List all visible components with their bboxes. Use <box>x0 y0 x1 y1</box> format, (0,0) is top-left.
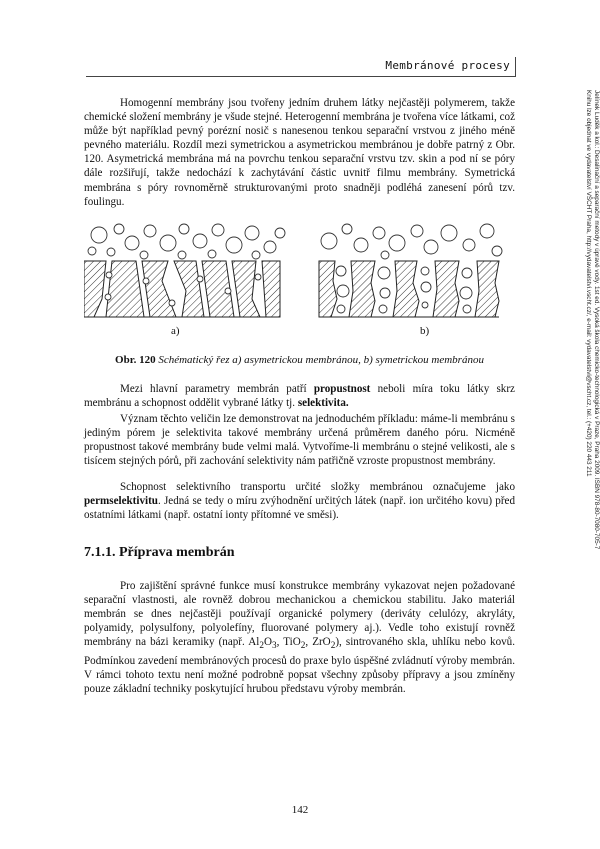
text-run: O <box>263 636 272 649</box>
text-run: neboli míra toku látky skrz membránu a schopnost oddělit vybrané látky tj. <box>84 383 515 410</box>
asymmetric-membrane <box>84 261 280 317</box>
header-rule <box>86 76 516 77</box>
figure-label-a: a) <box>171 325 180 337</box>
term-permselectivity: permselektivitu <box>84 495 158 508</box>
subscript: 2 <box>259 641 264 652</box>
subscript: 2 <box>300 641 306 652</box>
caption-text: Schématický řez a) asymetrickou membránou, b) symetrickou membránou <box>158 354 484 366</box>
header-rule-tick <box>515 57 516 77</box>
term-permeability: propustnost <box>313 383 371 395</box>
text-run: ), sintrovaného skla, uhlíku nebo kovů. Podmínkou zavedení membránových procesů do praxe bylo úspěšné zvládnutí výroby membrán. V rámci tohoto textu není možné podrobně popsat všechny způsoby přípravy a jsou zmíněny pouze základní techniky poskytující hrubou představu výroby membrán. <box>84 636 516 695</box>
side-note-line-1: Jelínek Luděk a kol.: Desalinační a separační metody v úpravě vody. 1st ed. Vysoká škola chemicko-technologická v Praze, Praha 2009. ISBN 978-80-7080-705-7 <box>593 90 600 550</box>
term-selectivity: selektivita. <box>297 397 349 410</box>
figure-membrane-cross-section <box>84 221 515 346</box>
paragraph-preparation <box>84 579 515 696</box>
page-number: 142 <box>291 804 309 816</box>
figure-label-b: b) <box>420 325 430 337</box>
subscript: 2 <box>330 641 336 652</box>
text-run: . Jedná se tedy o míru zvýhodnění určitých látek (např. ion určitého kovu) před ostatními látkami (např. ostatní ionty přítomné ve směsi). <box>84 495 515 522</box>
paragraph-permselectivity <box>84 480 515 522</box>
figure-caption <box>84 354 515 366</box>
section-heading: 7.1.1. Příprava membrán <box>84 545 235 560</box>
running-header <box>86 57 516 77</box>
side-note-line-2: Knihu lze objednat ve vydavatelství VŠCHT Praha, http://vydavatelstvi.vscht.cz/, e-mail: vydavatelstvi@vscht.cz, tel.: (+420) 220 443 211 <box>585 90 592 477</box>
membrane-diagram <box>84 221 515 346</box>
side-citation-note <box>584 90 600 690</box>
paragraph-example: Význam těchto veličin lze demonstrovat na jednoduchém příkladu: máme-li membránu s jediným pórem je selektivita takové membrány určená průměrem daného póru. Nicméně propustnost takové membrány bude velmi malá. Vytvoříme-li membránu o stejné velikosti, ale s tisícem stejných pórů, při zachování selektivity nám patřičně vzroste propustnost membrány. <box>84 413 515 468</box>
paragraph-parameters <box>84 382 515 410</box>
subscript: 3 <box>271 641 277 652</box>
paragraph-membrane-types: Homogenní membrány jsou tvořeny jedním druhem látky nejčastěji polymerem, takže chemické složení membrány je všude stejné. Heterogenní membrána je tvořena více látkami, což může být například pevný porézní nosič s nanesenou tenkou separační vrstvou z jiného méně pevného materiálu. Rozdíl mezi symetrickou a asymetrickou membránou je dobře patrný z Obr. 120. Asymetrická membrána má na povrchu tenkou separační vrstvu tzv. skin a pod ní se póry dále rozšiřují, takže nedochází k zachytávání částic uvnitř filmu membrány. Symetrická membrána s póry rovnoměrně strukturovanými proto snadněji podléhá zanesení pórů tzv. foulingu. <box>84 97 515 208</box>
text-run: Schopnost selektivního transportu určité složky membránou označujeme jako <box>120 481 515 493</box>
text-run: Pro zajištění správné funkce musí konstrukce membrány vykazovat nejen požadované separační vlastnosti, ale rovněž dobrou mechanickou a chemickou stabilitu. Jako materiál membrán se dnes nejčastěji používají organické polymery (deriváty celulózy, akryláty, polyamidy, polysulfony, polyolefíny, fluorované polymery aj.). Vedle toho existují rovněž membrány na bázi keramiky (např. Al <box>84 580 515 649</box>
text-run: , TiO <box>276 636 301 649</box>
caption-number: Obr. 120 <box>115 354 156 366</box>
text-run: , ZrO <box>305 636 331 649</box>
text-run: Mezi hlavní parametry membrán patří <box>120 383 314 395</box>
running-title: Membránové procesy <box>385 59 510 72</box>
